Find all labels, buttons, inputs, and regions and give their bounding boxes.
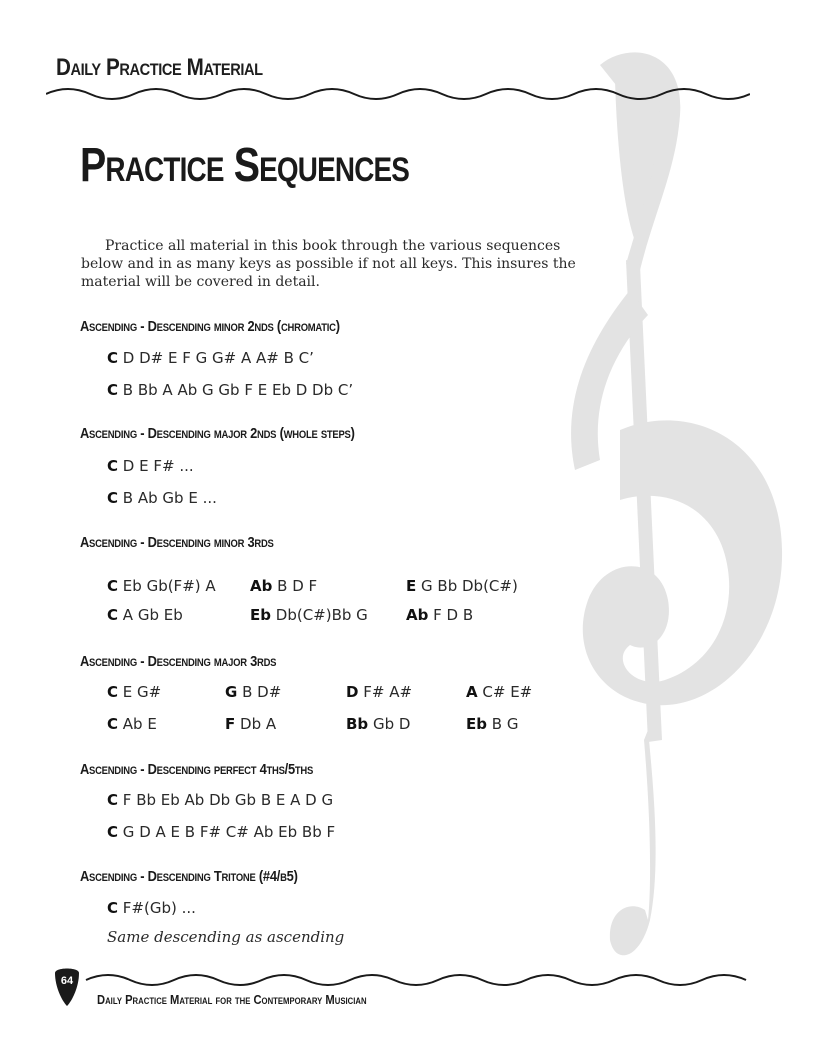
page-number: 64 (60, 975, 74, 987)
sequence-cell (107, 715, 157, 733)
notes: D D# E F G G# A A# B C’ (122, 349, 314, 367)
footer-title: Daily Practice Material for the Contemporary Musician (97, 992, 367, 1007)
sequence-cell (346, 715, 410, 733)
key-label: Ab (250, 577, 273, 595)
sequence-row (107, 823, 335, 841)
section-heading: Ascending - Descending major 2nds (whole steps) (80, 425, 355, 442)
sequence-cell (107, 577, 216, 595)
notes: B G (491, 715, 519, 733)
section-heading: Ascending - Descending major 3rds (80, 653, 277, 670)
sequence-cell (406, 606, 473, 624)
key-label: Ab (406, 606, 429, 624)
key-label: Bb (346, 715, 369, 733)
notes: B D F (277, 577, 318, 595)
footer-wave-divider (46, 970, 750, 990)
key-label: D (346, 683, 359, 701)
notes: F# A# (363, 683, 413, 701)
notes: G D A E B F# C# Ab Eb Bb F (122, 823, 336, 841)
intro-paragraph: Practice all material in this book through the various sequences below and in as many keys as possible if not all keys. This insures the material will be covered in detail. (81, 238, 576, 290)
key-label: C (107, 791, 119, 809)
key-label: C (107, 899, 119, 917)
key-label: C (107, 715, 119, 733)
sequence-cell (250, 606, 368, 624)
notes: Db A (240, 715, 277, 733)
notes: G Bb Db(C#) (421, 577, 518, 595)
key-label: A (466, 683, 478, 701)
sequence-cell (107, 606, 183, 624)
sequence-row (107, 349, 314, 367)
key-label: C (107, 823, 119, 841)
key-label: Eb (466, 715, 487, 733)
pick-icon (52, 967, 82, 1007)
section-heading: Ascending - Descending minor 2nds (chromatic) (80, 318, 340, 335)
sequence-row (107, 791, 333, 809)
sequence-cell (346, 683, 412, 701)
notes: F D B (433, 606, 474, 624)
key-label: C (107, 457, 119, 475)
page-title: Practice Sequences (80, 139, 410, 192)
sequence-cell (225, 715, 276, 733)
sequence-cell (466, 683, 532, 701)
key-label: C (107, 606, 119, 624)
header-title: Daily Practice Material (56, 54, 263, 81)
notes: Eb Gb(F#) A (122, 577, 216, 595)
sequence-cell (225, 683, 281, 701)
treble-clef-watermark (560, 40, 790, 970)
notes: Db(C#)Bb G (275, 606, 368, 624)
notes: D E F# ... (122, 457, 194, 475)
sequence-cell (466, 715, 518, 733)
sequence-cell (250, 577, 317, 595)
key-label: C (107, 381, 119, 399)
notes: B Ab Gb E ... (122, 489, 217, 507)
section-heading: Ascending - Descending minor 3rds (80, 534, 274, 551)
sequence-row (107, 381, 353, 399)
sequence-row (107, 899, 196, 917)
notes: B Bb A Ab G Gb F E Eb D Db C’ (122, 381, 354, 399)
key-label: F (225, 715, 236, 733)
section-heading: Ascending - Descending perfect 4ths/5ths (80, 761, 314, 778)
key-label: C (107, 489, 119, 507)
notes: B D# (242, 683, 282, 701)
tritone-note: Same descending as ascending (107, 928, 345, 946)
sequence-cell (107, 683, 161, 701)
sequence-cell (406, 577, 518, 595)
sequence-row (107, 457, 194, 475)
notes: F Bb Eb Ab Db Gb B E A D G (122, 791, 334, 809)
sequence-row (107, 489, 217, 507)
notes: E G# (122, 683, 162, 701)
notes: C# E# (482, 683, 533, 701)
key-label: G (225, 683, 238, 701)
notes: Gb D (372, 715, 411, 733)
notes: A Gb Eb (122, 606, 183, 624)
header-wave-divider (46, 84, 750, 104)
key-label: Eb (250, 606, 271, 624)
key-label: C (107, 577, 119, 595)
notes: Ab E (122, 715, 157, 733)
key-label: E (406, 577, 417, 595)
key-label: C (107, 683, 119, 701)
section-heading: Ascending - Descending Tritone (#4/b5) (80, 868, 298, 885)
notes: F#(Gb) ... (122, 899, 196, 917)
key-label: C (107, 349, 119, 367)
